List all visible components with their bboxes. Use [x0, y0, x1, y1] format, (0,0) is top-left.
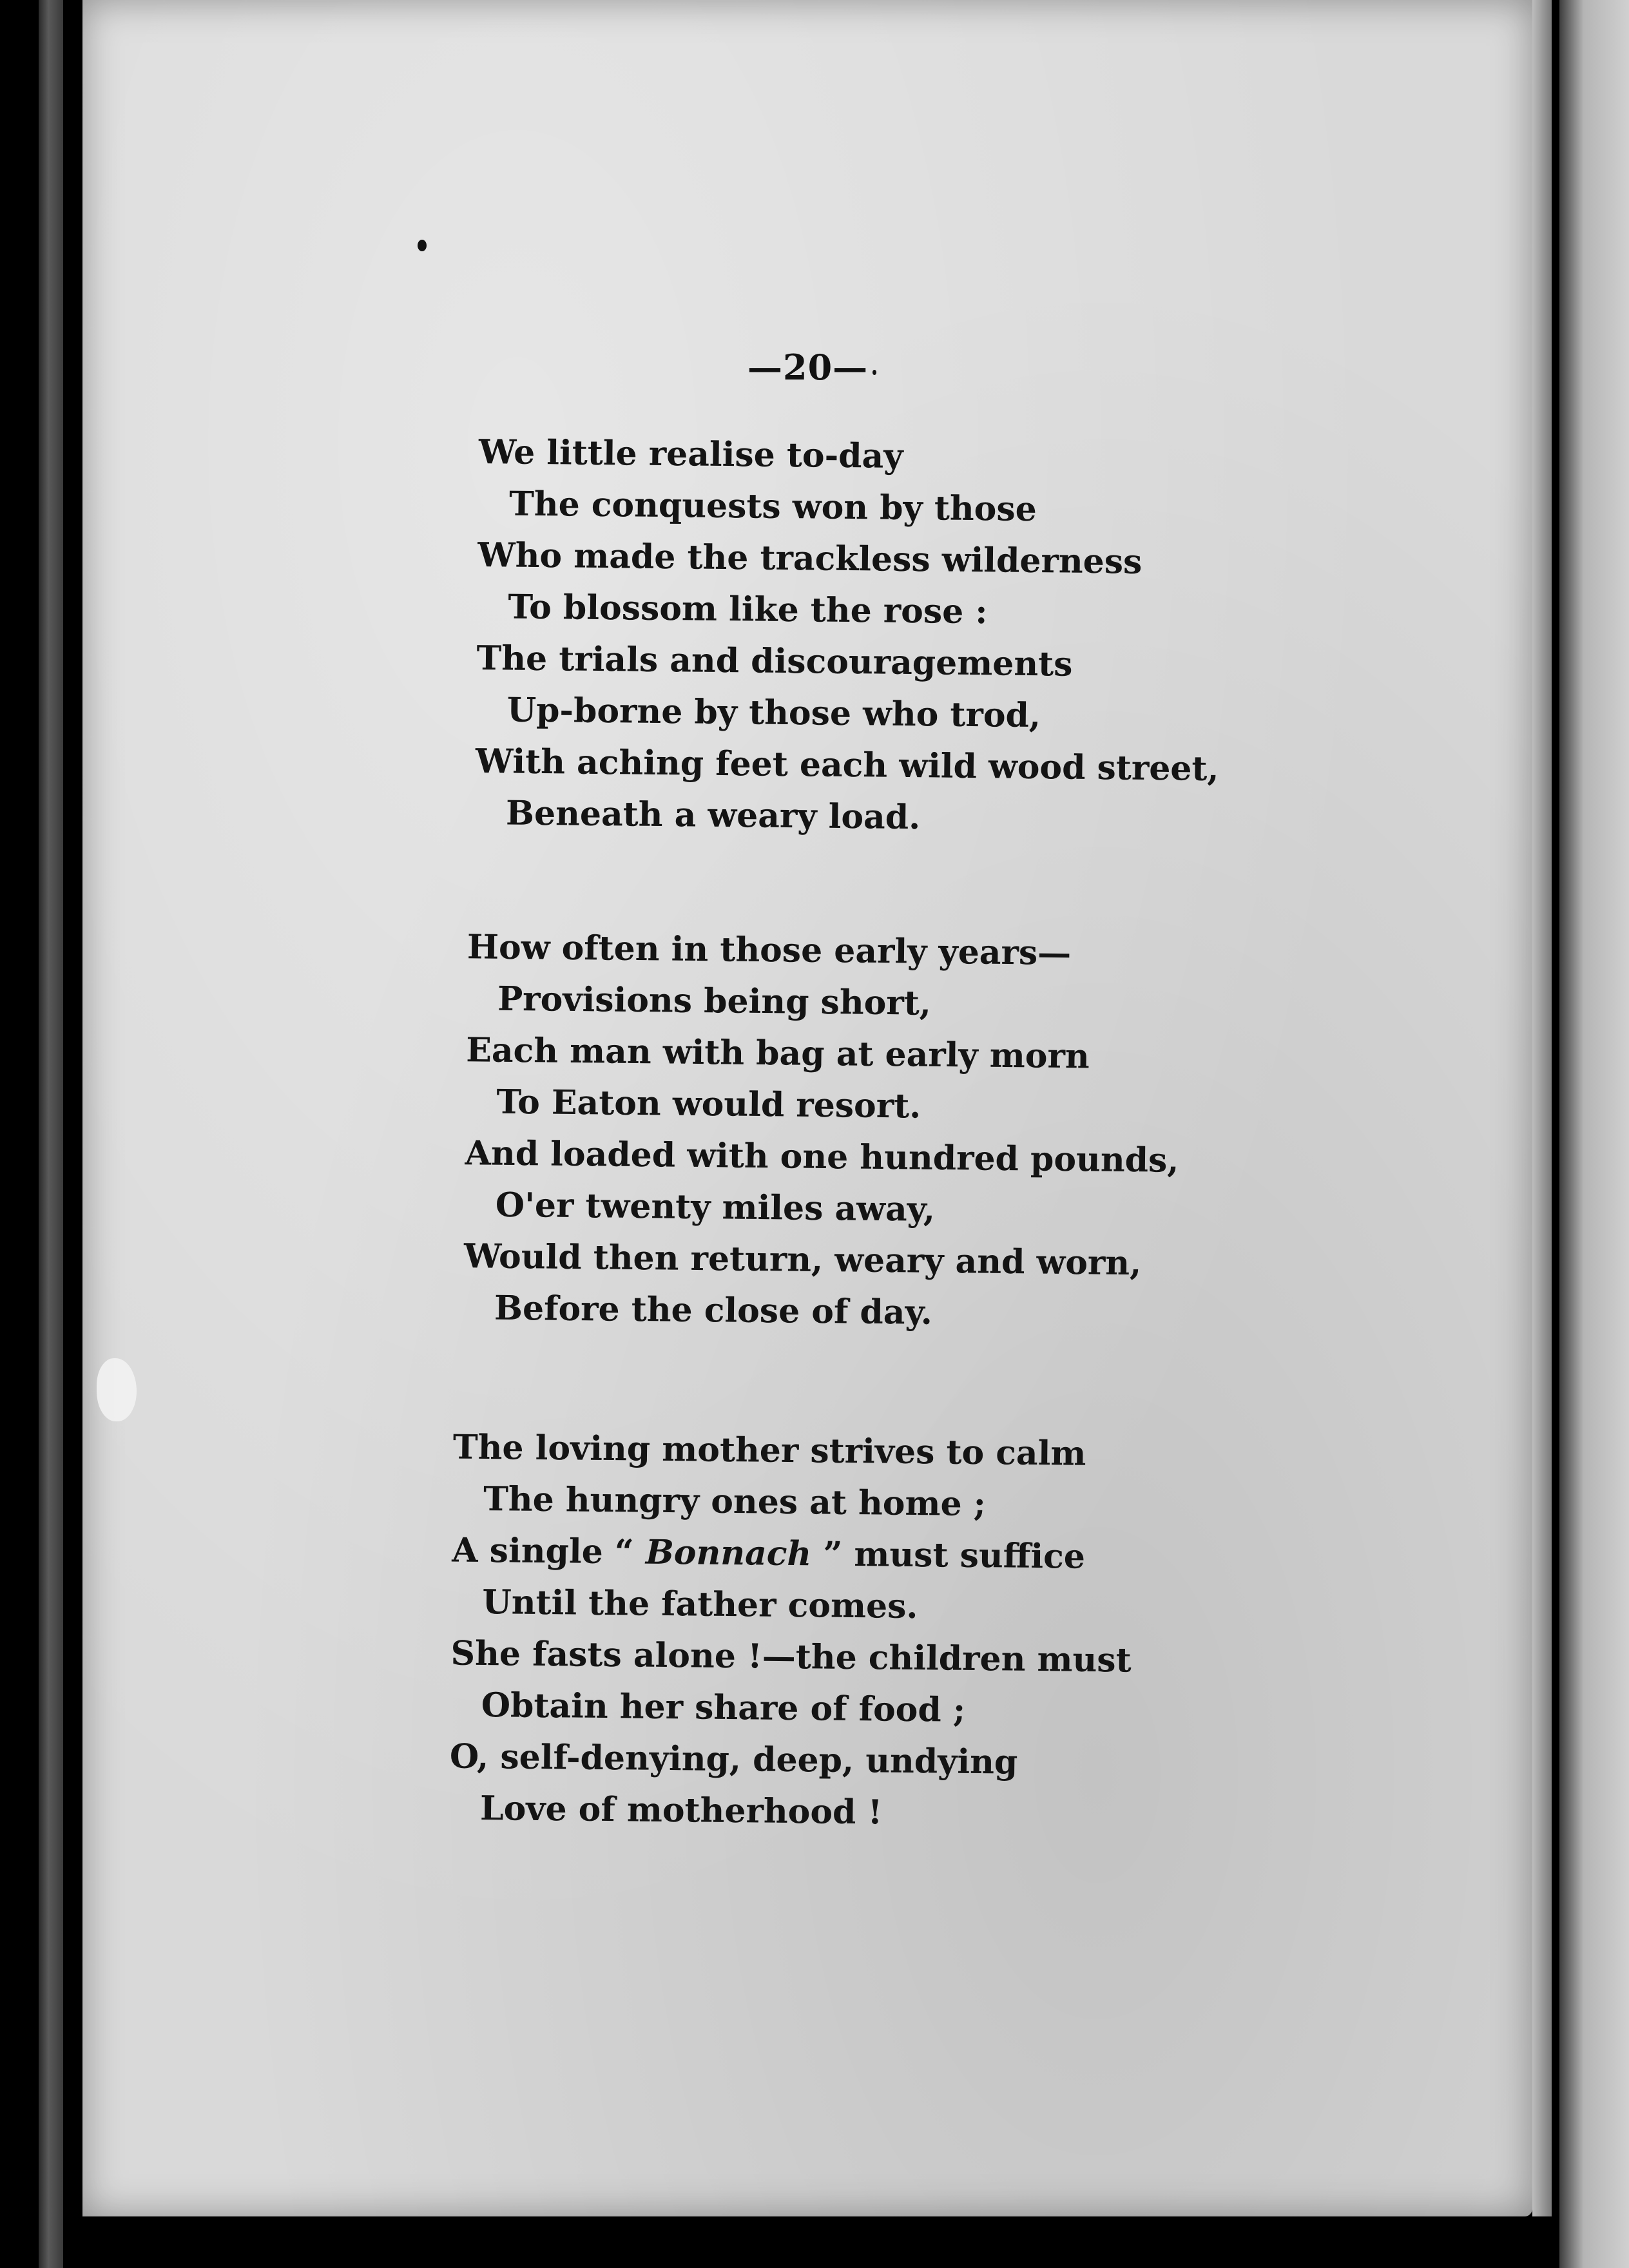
poem-line: O'er twenty miles away,	[495, 1185, 936, 1229]
poem-line: Until the father comes.	[482, 1582, 918, 1627]
poem-stanza-1	[475, 427, 1222, 847]
paper-smudge	[97, 1358, 137, 1421]
poem-line: O, self-denying, deep, undying	[449, 1736, 1018, 1782]
poem-line: Each man with bag at early morn	[465, 1030, 1090, 1077]
ink-speck	[872, 370, 876, 375]
poem-line: How often in those early years—	[467, 927, 1072, 974]
poem-line: The hungry ones at home ;	[483, 1479, 987, 1524]
book-spine-edge	[39, 0, 63, 2268]
poem-line: We little realise to-day	[478, 432, 903, 476]
poem-line: The trials and discouragements	[476, 638, 1073, 684]
poem-line: Love of motherhood !	[479, 1788, 883, 1832]
poem-line-text-after: ” must suffice	[811, 1534, 1086, 1577]
poem-line-text-before: A single “	[451, 1530, 646, 1572]
poem-line: The conquests won by those	[508, 484, 1037, 530]
adjacent-page	[1559, 0, 1629, 2268]
poem-line: With aching feet each wild wood street,	[475, 741, 1219, 789]
poem-line: The loving mother strives to calm	[452, 1427, 1086, 1474]
poem-line: Before the close of day.	[494, 1288, 933, 1332]
poem-italic-word: Bonnach	[645, 1532, 812, 1574]
ink-speck	[418, 240, 427, 251]
poem-line: Who made the trackless wilderness	[477, 535, 1142, 582]
poem-line	[452, 1524, 1133, 1583]
poem-stanza-2	[463, 921, 1182, 1341]
poem-line: Would then return, weary and worn,	[463, 1236, 1142, 1283]
poem-line: Up-borne by those who trod,	[506, 690, 1041, 736]
poem-line: Obtain her share of food ;	[481, 1685, 966, 1730]
poem-line: And loaded with one hundred pounds,	[465, 1133, 1179, 1180]
poem-line: Beneath a weary load.	[505, 793, 921, 838]
poem-line: She fasts alone !—the children must	[450, 1633, 1132, 1680]
poem-line: To Eaton would resort.	[496, 1082, 921, 1126]
poem-line: Provisions being short,	[497, 979, 932, 1023]
page-edge	[1532, 0, 1552, 2216]
poem-line: To blossom like the rose :	[508, 587, 988, 632]
page-number: —20—	[747, 347, 869, 388]
poem-stanza-3	[449, 1421, 1134, 1841]
